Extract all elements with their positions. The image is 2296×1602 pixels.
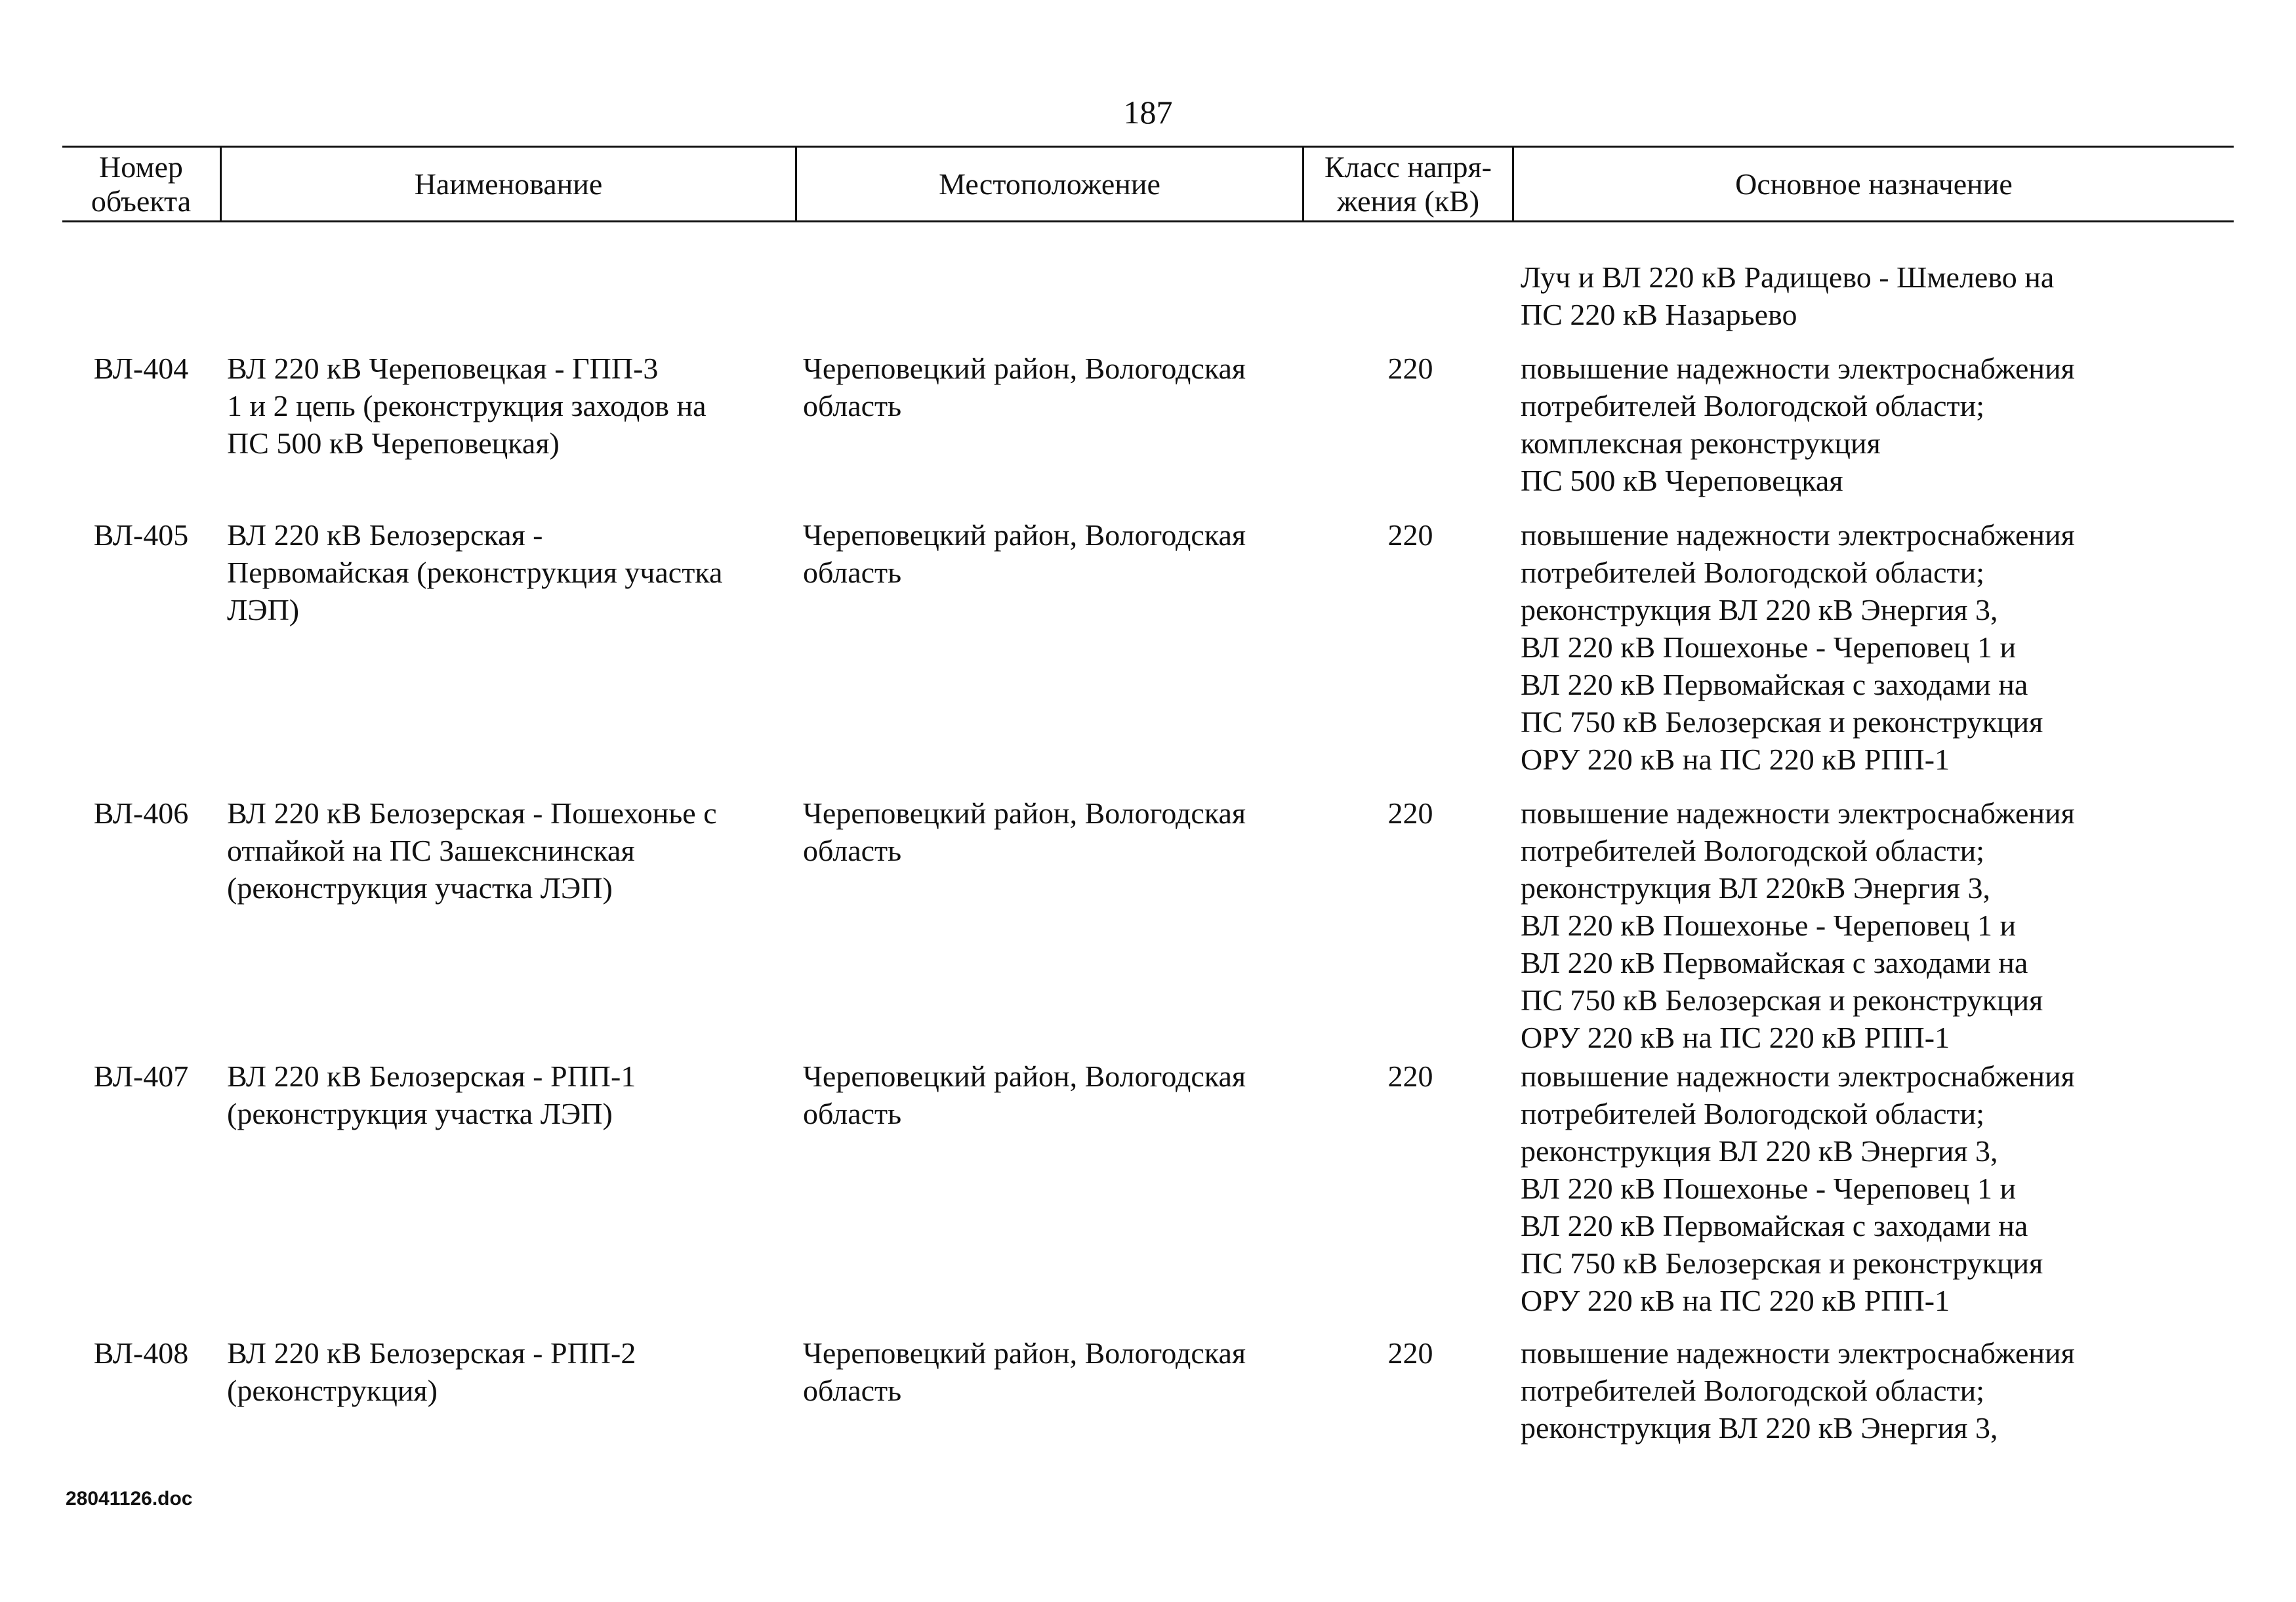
table-row-location: Череповецкий район, Вологодская область — [803, 1336, 1246, 1407]
table-row-purpose: повышение надежности электроснабжения потребителей Вологодской области; реконструкция ВЛ 220 кВ Энергия 3, ВЛ 220 кВ Пошехонье - Череповец 1 и ВЛ 220 кВ Первомайская с заходами на ПС 750 кВ Белозерская и реконструкция ОРУ 220 кВ на ПС 220 кВ РПП-1 — [1521, 518, 2075, 776]
header-purpose: Основное назначение — [1735, 167, 2013, 201]
table-row-location: Череповецкий район, Вологодская область — [803, 796, 1246, 867]
document-filename: 28041126.doc — [66, 1488, 193, 1510]
table-row-number: ВЛ-405 — [93, 518, 189, 552]
header-voltage: Класс напря- жения (кВ) — [1324, 150, 1492, 218]
table-row-purpose: повышение надежности электроснабжения потребителей Вологодской области; реконструкция ВЛ 220 кВ Энергия 3, ВЛ 220 кВ Пошехонье - Череповец 1 и ВЛ 220 кВ Первомайская с заходами на ПС 750 кВ Белозерская и реконструкция ОРУ 220 кВ на ПС 220 кВ РПП-1 — [1521, 1059, 2075, 1317]
table-row-purpose: повышение надежности электроснабжения потребителей Вологодской области; реконструкция ВЛ 220кВ Энергия 3, ВЛ 220 кВ Пошехонье - Череповец 1 и ВЛ 220 кВ Первомайская с заходами на ПС 750 кВ Белозерская и реконструкция ОРУ 220 кВ на ПС 220 кВ РПП-1 — [1521, 796, 2075, 1054]
table-row-name: ВЛ 220 кВ Белозерская - РПП-1 (реконструкция участка ЛЭП) — [227, 1059, 636, 1130]
table-row-voltage: 220 — [1387, 796, 1433, 830]
table-row-purpose: повышение надежности электроснабжения потребителей Вологодской области; реконструкция ВЛ 220 кВ Энергия 3, — [1521, 1336, 2075, 1445]
table-row-location: Череповецкий район, Вологодская область — [803, 352, 1246, 422]
table-row-voltage: 220 — [1387, 1059, 1433, 1093]
table-row-location: Череповецкий район, Вологодская область — [803, 518, 1246, 589]
header-number: Номер объекта — [91, 150, 192, 218]
page-number: 187 — [1123, 94, 1173, 131]
header-location: Местоположение — [939, 167, 1160, 201]
table-row-location: Череповецкий район, Вологодская область — [803, 1059, 1246, 1130]
table-row-name: ВЛ 220 кВ Череповецкая - ГПП-3 1 и 2 цепь (реконструкция заходов на ПС 500 кВ Череповецкая) — [227, 352, 707, 460]
table-row-voltage: 220 — [1387, 1336, 1433, 1370]
header-bottom-rule — [62, 220, 2234, 222]
table-row-voltage: 220 — [1387, 352, 1433, 385]
table-row-number: ВЛ-404 — [93, 352, 189, 385]
table-row-purpose: повышение надежности электроснабжения потребителей Вологодской области; комплексная реконструкция ПС 500 кВ Череповецкая — [1521, 352, 2075, 497]
continuation-purpose: Луч и ВЛ 220 кВ Радищево - Шмелево на ПС 220 кВ Назарьево — [1521, 260, 2055, 331]
table-row-number: ВЛ-408 — [93, 1336, 189, 1370]
table-row-name: ВЛ 220 кВ Белозерская - Первомайская (реконструкция участка ЛЭП) — [227, 518, 723, 626]
table-row-voltage: 220 — [1387, 518, 1433, 552]
table-row-number: ВЛ-407 — [93, 1059, 189, 1093]
table-row-number: ВЛ-406 — [93, 796, 189, 830]
table-row-name: ВЛ 220 кВ Белозерская - РПП-2 (реконструкция) — [227, 1336, 636, 1407]
table-row-name: ВЛ 220 кВ Белозерская - Пошехонье с отпайкой на ПС Зашекснинская (реконструкция участка ЛЭП) — [227, 796, 717, 905]
header-name: Наименование — [414, 167, 603, 201]
